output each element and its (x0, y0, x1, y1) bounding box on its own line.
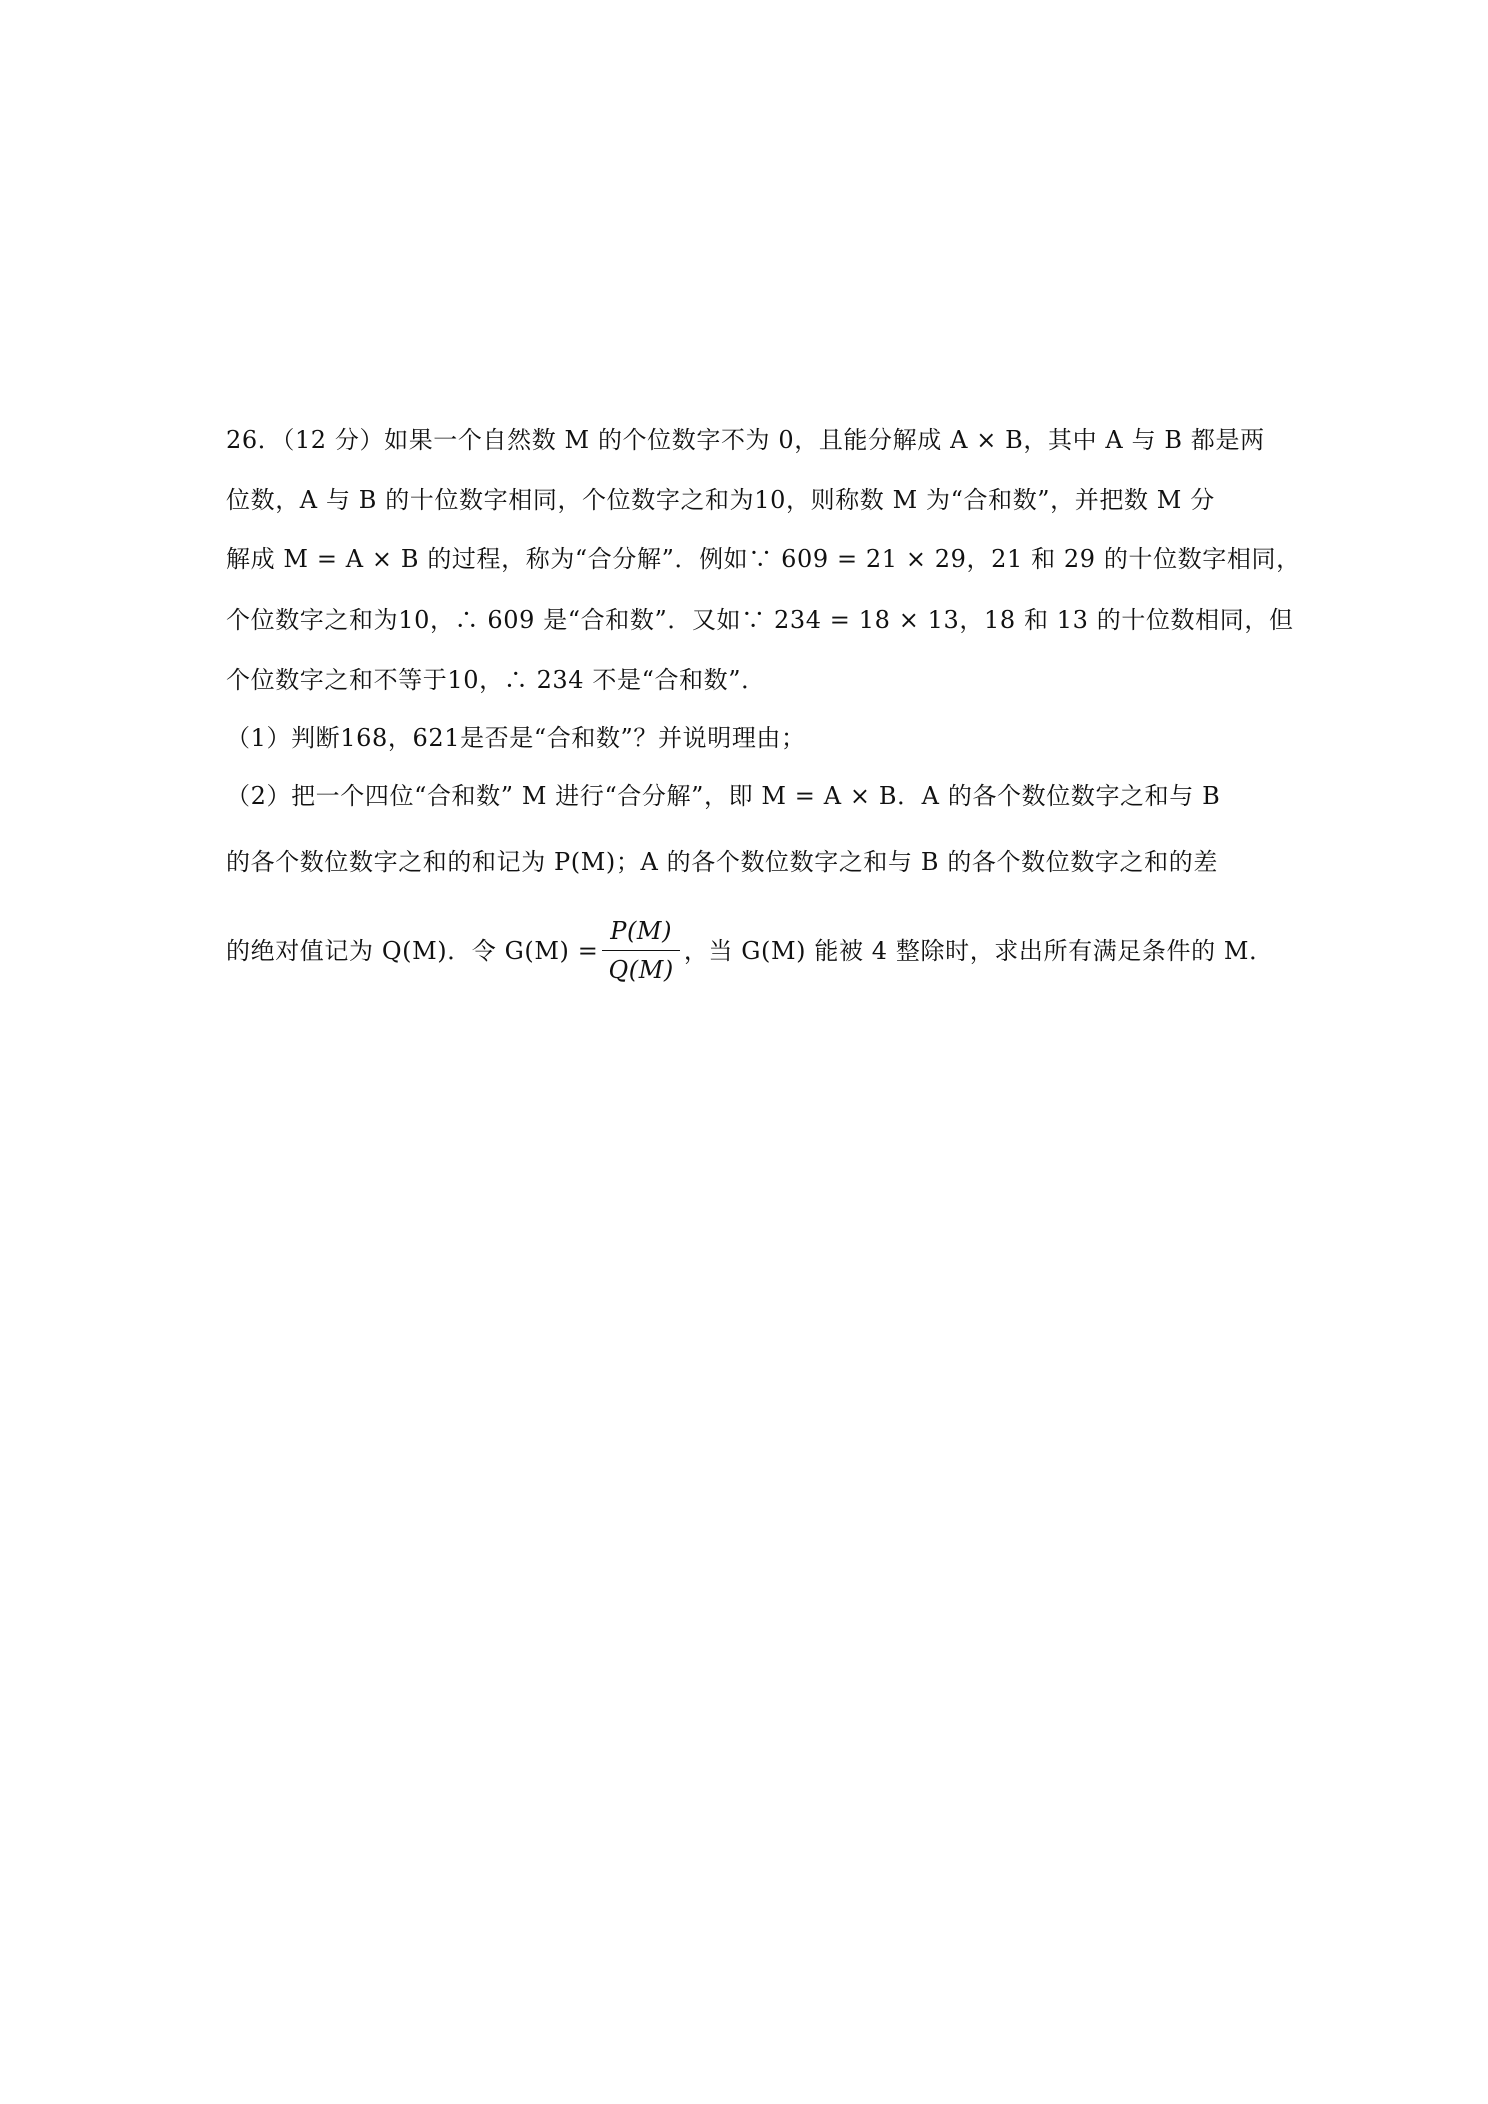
last-line-after-text: ，当 G(M) 能被 4 整除时，求出所有满足条件的 M． (683, 937, 1274, 965)
g-fraction (602, 914, 679, 987)
fraction-bar (602, 950, 679, 951)
subquestion-2-line-3 (226, 916, 1274, 989)
fraction-numerator: P(M) (610, 917, 673, 945)
fraction-denominator: Q(M) (608, 956, 674, 984)
problem-line-4: 个位数字之和为10，∴ 609 是“合和数”．又如∵ 234 = 18 × 13，18 和 13 的十位数相同，但 (226, 606, 1294, 634)
subquestion-2-line-1: （2）把一个四位“合和数” M 进行“合分解”，即 M = A × B．A 的各个数位数字之和与 B (226, 782, 1221, 810)
subquestion-1: （1）判断168，621是否是“合和数”？并说明理由； (226, 724, 806, 752)
problem-line-5: 个位数字之和不等于10，∴ 234 不是“合和数”． (226, 666, 766, 694)
problem-line-1: 26．（12 分）如果一个自然数 M 的个位数字不为 0，且能分解成 A × B，其中 A 与 B 都是两 (226, 426, 1265, 454)
subquestion-2-line-2: 的各个数位数字之和的和记为 P(M)；A 的各个数位数字之和与 B 的各个数位数字之和的差 (226, 848, 1218, 876)
problem-line-2: 位数，A 与 B 的十位数字相同，个位数字之和为10，则称数 M 为“合和数”，并把数 M 分 (226, 486, 1215, 514)
problem-line-3: 解成 M = A × B 的过程，称为“合分解”．例如∵ 609 = 21 × 29，21 和 29 的十位数字相同， (226, 545, 1301, 573)
last-line-before-text: 的绝对值记为 Q(M)．令 G(M) = (226, 937, 599, 965)
